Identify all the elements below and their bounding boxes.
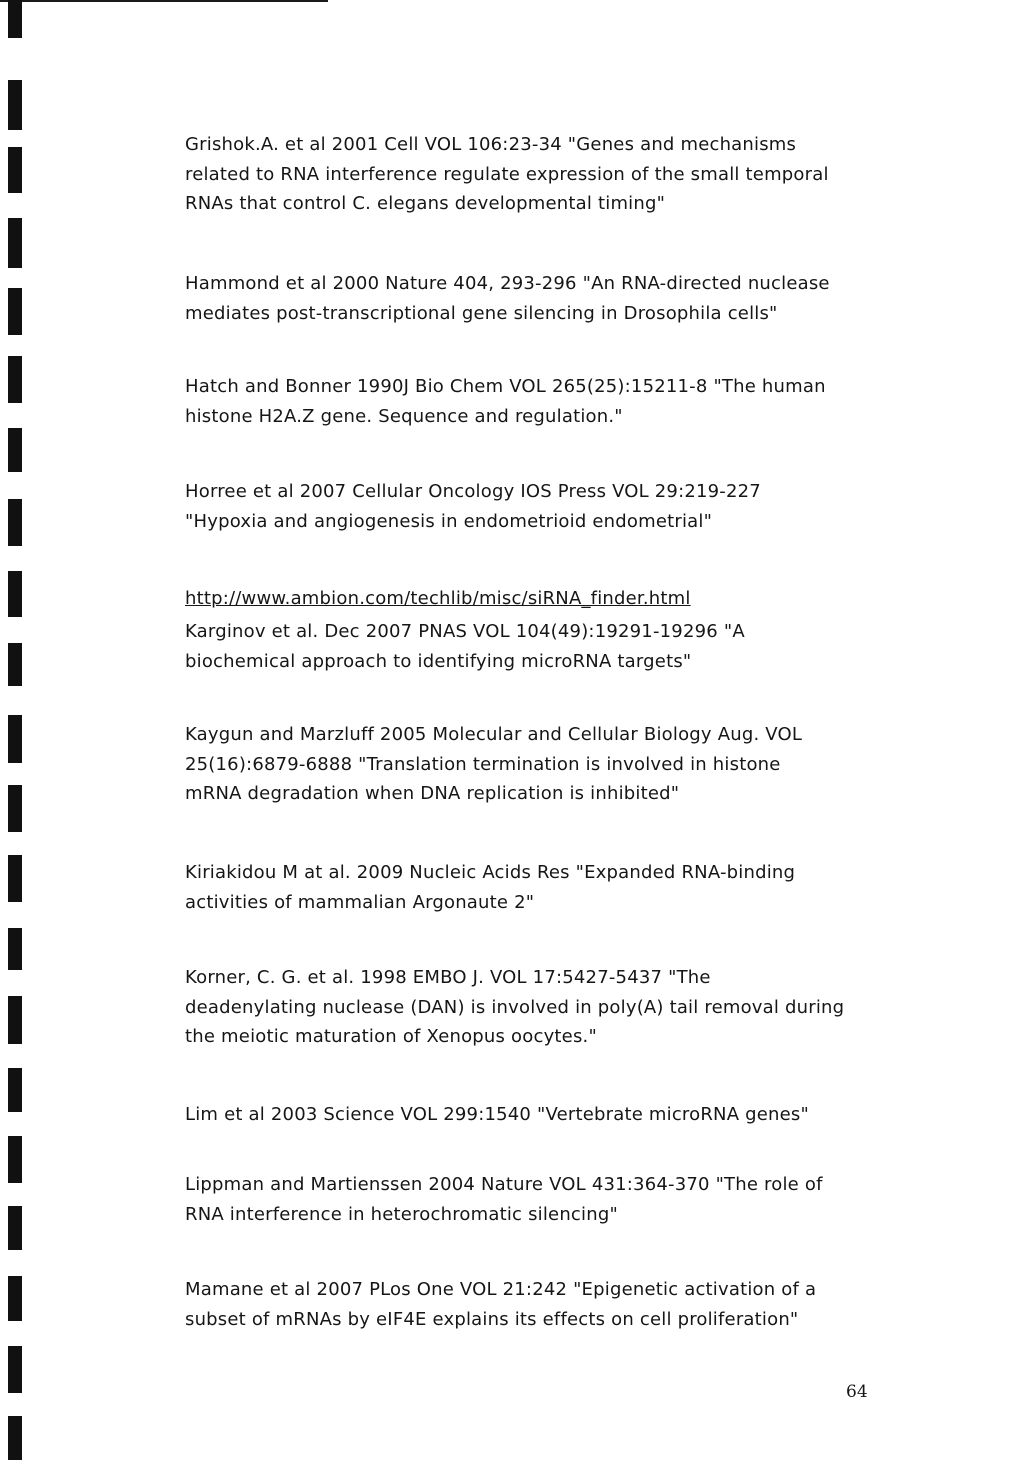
binding-mark (8, 785, 22, 832)
binding-edge-marks (0, 0, 30, 1460)
binding-mark (8, 218, 22, 268)
binding-mark (8, 1276, 22, 1321)
binding-mark (8, 715, 22, 763)
reference-hammond-2000: Hammond et al 2000 Nature 404, 293-296 "An RNA-directed nuclease mediates post-transcriptional gene silencing in Drosophila cells" (185, 273, 830, 324)
reference-lippman-martienssen-2004: Lippman and Martienssen 2004 Nature VOL 431:364-370 "The role of RNA interference in heterochromatic silencing" (185, 1174, 823, 1225)
binding-mark (8, 928, 22, 970)
binding-mark (8, 571, 22, 617)
binding-mark (8, 0, 22, 38)
page-number: 64 (846, 1382, 868, 1402)
reference-korner-1998: Korner, C. G. et al. 1998 EMBO J. VOL 17:5427-5437 "The deadenylating nuclease (DAN) is involved in poly(A) tail removal during the meiotic maturation of Xenopus oocytes." (185, 967, 845, 1047)
binding-mark (8, 1068, 22, 1112)
top-rule (0, 0, 328, 2)
binding-mark (8, 996, 22, 1044)
binding-mark (8, 1416, 22, 1460)
binding-mark (8, 499, 22, 546)
reference-lim-2003: Lim et al 2003 Science VOL 299:1540 "Vertebrate microRNA genes" (185, 1104, 809, 1125)
reference-kaygun-marzluff-2005: Kaygun and Marzluff 2005 Molecular and Cellular Biology Aug. VOL 25(16):6879-6888 "Translation termination is involved in histone mRNA degradation when DNA replication is inhibited" (185, 724, 803, 804)
binding-mark (8, 1136, 22, 1183)
binding-mark (8, 1206, 22, 1250)
binding-mark (8, 147, 22, 193)
reference-karginov-2007: Karginov et al. Dec 2007 PNAS VOL 104(49):19291-19296 "A biochemical approach to identifying microRNA targets" (185, 621, 745, 672)
reference-hatch-bonner-1990: Hatch and Bonner 1990J Bio Chem VOL 265(25):15211-8 "The human histone H2A.Z gene. Sequence and regulation." (185, 376, 826, 427)
binding-mark (8, 643, 22, 686)
binding-mark (8, 428, 22, 472)
binding-mark (8, 356, 22, 403)
binding-mark (8, 288, 22, 335)
binding-mark (8, 80, 22, 130)
binding-mark (8, 1346, 22, 1393)
reference-ambion-url[interactable]: http://www.ambion.com/techlib/misc/siRNA_finder.html (185, 588, 691, 609)
reference-horree-2007: Horree et al 2007 Cellular Oncology IOS Press VOL 29:219-227 "Hypoxia and angiogenesis in endometrioid endometrial" (185, 481, 761, 532)
reference-grishok-2001: Grishok.A. et al 2001 Cell VOL 106:23-34 "Genes and mechanisms related to RNA interference regulate expression of the small temporal RNAs that control C. elegans developmental timing" (185, 134, 829, 214)
binding-mark (8, 855, 22, 902)
reference-kiriakidou-2009: Kiriakidou M at al. 2009 Nucleic Acids Res "Expanded RNA-binding activities of mammalian Argonaute 2" (185, 862, 796, 913)
reference-mamane-2007: Mamane et al 2007 PLos One VOL 21:242 "Epigenetic activation of a subset of mRNAs by eIF4E explains its effects on cell proliferation" (185, 1279, 817, 1330)
